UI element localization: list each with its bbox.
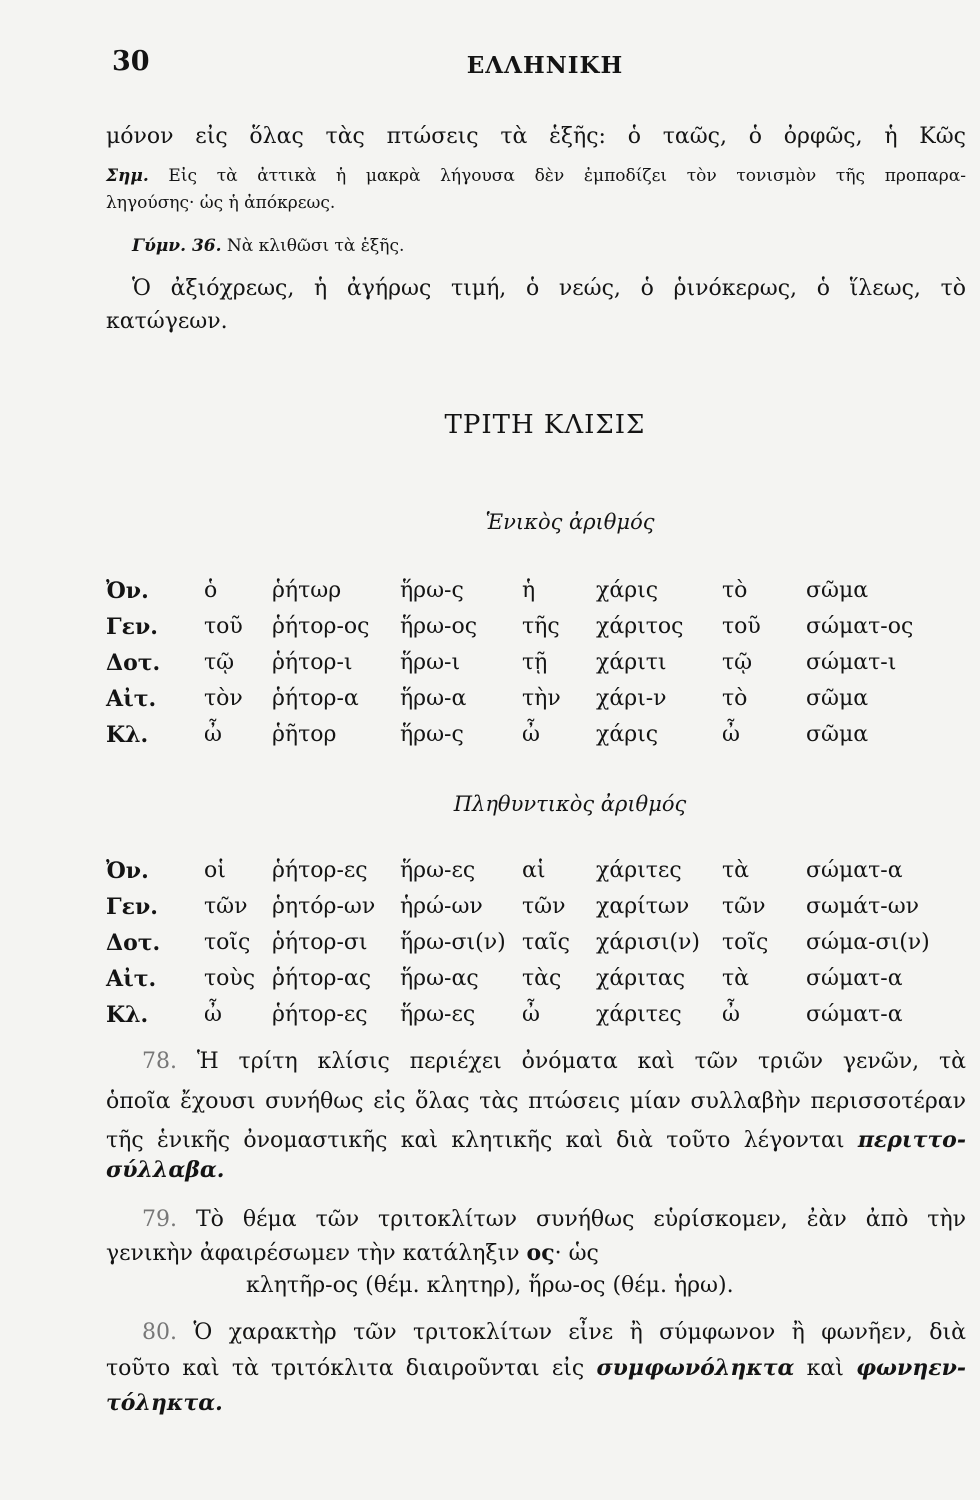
declension-cell: τοῖς bbox=[204, 930, 251, 955]
running-title: ΕΛΛΗΝΙΚΗ bbox=[466, 52, 624, 79]
declension-cell: τῶν bbox=[204, 894, 248, 919]
case-label: Δοτ. bbox=[106, 650, 161, 676]
paragraph-text: τῆς ἑνικῆς ὀνομαστικῆς καὶ κλητικῆς καὶ διὰ τοῦτο λέγονται bbox=[106, 1128, 845, 1153]
declension-cell: ῥήτωρ bbox=[272, 578, 342, 603]
declension-cell: ῥήτορ-ι bbox=[272, 650, 353, 675]
paragraph-80-line bbox=[142, 1318, 966, 1348]
case-label: Αἰτ. bbox=[106, 686, 157, 712]
declension-cell: ἥρω-ες bbox=[400, 1002, 476, 1027]
case-label: Κλ. bbox=[106, 722, 149, 748]
declension-cell: ῥήτορ-α bbox=[272, 686, 359, 711]
paragraph-79-line bbox=[142, 1205, 966, 1235]
declension-cell: σώμα-σι(ν) bbox=[806, 930, 930, 955]
note-line-2: ληγούσης· ὡς ἡ ἀπόκρεως. bbox=[106, 193, 336, 213]
declension-cell: χάρισι(ν) bbox=[596, 930, 700, 955]
declension-cell: χάριτες bbox=[596, 858, 682, 883]
declension-cell: τοὺς bbox=[204, 966, 256, 991]
declension-cell: ῥήτορ-ας bbox=[272, 966, 372, 991]
paragraph-text: · ὡς bbox=[554, 1241, 599, 1266]
case-label: Ὀν. bbox=[106, 858, 149, 884]
paragraph-80-line bbox=[106, 1353, 966, 1384]
paragraph-78-line bbox=[106, 1125, 966, 1156]
declension-cell: σῶμα bbox=[806, 722, 869, 747]
case-label: Γεν. bbox=[106, 614, 158, 640]
declension-cell: τοῦ bbox=[722, 614, 761, 639]
paragraph-79-line bbox=[106, 1238, 966, 1269]
declension-cell: ῥήτορ-ες bbox=[272, 858, 368, 883]
singular-heading: Ἑνικὸς ἀριθμός bbox=[485, 510, 655, 534]
exercise-instruction: Νὰ κλιθῶσι τὰ ἑξῆς. bbox=[226, 236, 405, 256]
term-symfonolikta: συμφωνόληκτα bbox=[596, 1355, 795, 1381]
declension-cell: χάριτος bbox=[596, 614, 684, 639]
declension-cell: τῇ bbox=[522, 650, 548, 675]
declension-cell: ἥρω-ς bbox=[400, 722, 464, 747]
section-title: ΤΡΙΤΗ ΚΛΙΣΙΣ bbox=[444, 410, 646, 440]
page-number: 30 bbox=[112, 46, 150, 77]
exercise-heading bbox=[132, 231, 980, 261]
case-label: Δοτ. bbox=[106, 930, 161, 956]
declension-cell: ταῖς bbox=[522, 930, 570, 955]
note-text: Εἰς τὰ ἀττικὰ ἡ μακρὰ λήγουσα δὲν ἐμποδίζει τὸν τονισμὸν τῆς προπαρα- bbox=[168, 166, 966, 186]
declension-cell: τὸ bbox=[722, 578, 748, 603]
term-fonientolikta-end: τόληκτα. bbox=[106, 1390, 223, 1416]
declension-cell: σῶμα bbox=[806, 686, 869, 711]
declension-cell: ὦ bbox=[204, 722, 222, 747]
declension-cell: τῷ bbox=[204, 650, 235, 675]
declension-cell: σώματ-ι bbox=[806, 650, 897, 675]
declension-cell: ῥῆτορ bbox=[272, 722, 337, 747]
declension-cell: ὦ bbox=[204, 1002, 222, 1027]
declension-cell: ἥρω-ι bbox=[400, 650, 461, 675]
declension-cell: σώματ-α bbox=[806, 858, 903, 883]
ending-os: ος bbox=[526, 1240, 555, 1266]
note-line bbox=[106, 161, 966, 191]
paragraph-78-line: ὁποῖα ἔχουσι συνήθως εἰς ὅλας τὰς πτώσεις μίαν συλλαβὴν περισσοτέραν bbox=[106, 1089, 966, 1114]
paragraph-text: Τὸ θέμα τῶν τριτοκλίτων συνήθως εὑρίσκομεν, ἐὰν ἀπὸ τὴν bbox=[195, 1207, 966, 1232]
declension-cell: χάριτι bbox=[596, 650, 667, 675]
declension-cell: ἥρω-ος bbox=[400, 614, 478, 639]
declension-cell: χάρις bbox=[596, 578, 659, 603]
declension-cell: οἱ bbox=[204, 858, 226, 883]
declension-cell: ὦ bbox=[722, 1002, 740, 1027]
declension-cell: τὰς bbox=[522, 966, 562, 991]
declension-cell: χάρι-ν bbox=[596, 686, 667, 711]
exercise-label: Γύμν. 36. bbox=[132, 236, 222, 256]
declension-cell: σωμάτ-ων bbox=[806, 894, 920, 919]
term-perittosyllaba: περιττο- bbox=[857, 1127, 966, 1153]
case-label: Ὀν. bbox=[106, 578, 149, 604]
declension-cell: τὸν bbox=[204, 686, 243, 711]
declension-cell: ἥρω-ας bbox=[400, 966, 479, 991]
declension-cell: τοῖς bbox=[722, 930, 769, 955]
declension-cell: χαρίτων bbox=[596, 894, 690, 919]
exercise-words: Ὁ ἀξιόχρεως, ἡ ἀγήρως τιμή, ὁ νεώς, ὁ ῥινόκερως, ὁ ἵλεως, τὸ bbox=[132, 276, 966, 301]
paragraph-text: τοῦτο καὶ τὰ τριτόκλιτα διαιροῦνται εἰς bbox=[106, 1356, 585, 1381]
exercise-words-2: κατώγεων. bbox=[106, 309, 228, 334]
declension-cell: ὦ bbox=[522, 722, 540, 747]
declension-cell: σώματ-α bbox=[806, 1002, 903, 1027]
declension-cell: τῆς bbox=[522, 614, 560, 639]
declension-cell: τὰ bbox=[722, 966, 750, 991]
paragraph-text: γενικὴν ἀφαιρέσωμεν τὴν κατάληξιν bbox=[106, 1241, 520, 1266]
paragraph-number: 78. bbox=[142, 1049, 177, 1074]
case-label: Γεν. bbox=[106, 894, 158, 920]
declension-cell: ἥρω-α bbox=[400, 686, 467, 711]
declension-cell: τὴν bbox=[522, 686, 561, 711]
declension-cell: σώματ-ος bbox=[806, 614, 914, 639]
declension-cell: τοῦ bbox=[204, 614, 243, 639]
term-perittosyllaba-end: σύλλαβα. bbox=[106, 1157, 225, 1183]
paragraph-text: Ἡ τρίτη κλίσις περιέχει ὀνόματα καὶ τῶν τριῶν γενῶν, τὰ bbox=[196, 1049, 966, 1074]
declension-cell: ἡ bbox=[522, 578, 536, 603]
declension-cell: σῶμα bbox=[806, 578, 869, 603]
declension-cell: χάρις bbox=[596, 722, 659, 747]
declension-cell: ῥητόρ-ων bbox=[272, 894, 376, 919]
paragraph-number: 79. bbox=[142, 1207, 177, 1232]
declension-cell: χάριτας bbox=[596, 966, 686, 991]
paragraph-number: 80. bbox=[142, 1320, 177, 1345]
term-fonientolikta: φωνηεν- bbox=[856, 1355, 966, 1381]
declension-cell: τῶν bbox=[722, 894, 766, 919]
declension-cell: τῷ bbox=[722, 650, 753, 675]
declension-cell: τῶν bbox=[522, 894, 566, 919]
declension-cell: χάριτες bbox=[596, 1002, 682, 1027]
plural-heading: Πληθυντικὸς ἀριθμός bbox=[453, 792, 687, 816]
declension-cell: ἡρώ-ων bbox=[400, 894, 483, 919]
declension-cell: αἱ bbox=[522, 858, 546, 883]
declension-cell: τὰ bbox=[722, 858, 750, 883]
case-label: Κλ. bbox=[106, 1002, 149, 1028]
declension-cell: ὦ bbox=[722, 722, 740, 747]
paragraph-text: Ὁ χαρακτὴρ τῶν τριτοκλίτων εἶνε ἢ σύμφωνον ἢ φωνῆεν, διὰ bbox=[193, 1320, 966, 1345]
declension-cell: ἥρω-σι(ν) bbox=[400, 930, 506, 955]
declension-cell: ὦ bbox=[522, 1002, 540, 1027]
declension-cell: ὁ bbox=[204, 578, 218, 603]
declension-cell: ῥήτορ-σι bbox=[272, 930, 368, 955]
paragraph-78-line bbox=[142, 1047, 966, 1077]
declension-cell: ῥήτορ-ες bbox=[272, 1002, 368, 1027]
case-label: Αἰτ. bbox=[106, 966, 157, 992]
paragraph-79-example: κλητῆρ-ος (θέμ. κλητηρ), ἥρω-ος (θέμ. ἡρω). bbox=[246, 1273, 734, 1298]
declension-cell: ἥρω-ς bbox=[400, 578, 464, 603]
declension-cell: ἥρω-ες bbox=[400, 858, 476, 883]
paragraph-text: καὶ bbox=[806, 1356, 844, 1381]
declension-cell: τὸ bbox=[722, 686, 748, 711]
declension-cell: ῥήτορ-ος bbox=[272, 614, 370, 639]
intro-line: μόνον εἰς ὅλας τὰς πτώσεις τὰ ἑξῆς: ὁ ταῶς, ὁ ὀρφῶς, ἡ Κῶς bbox=[106, 124, 966, 149]
declension-cell: σώματ-α bbox=[806, 966, 903, 991]
note-label: Σημ. bbox=[106, 166, 149, 186]
